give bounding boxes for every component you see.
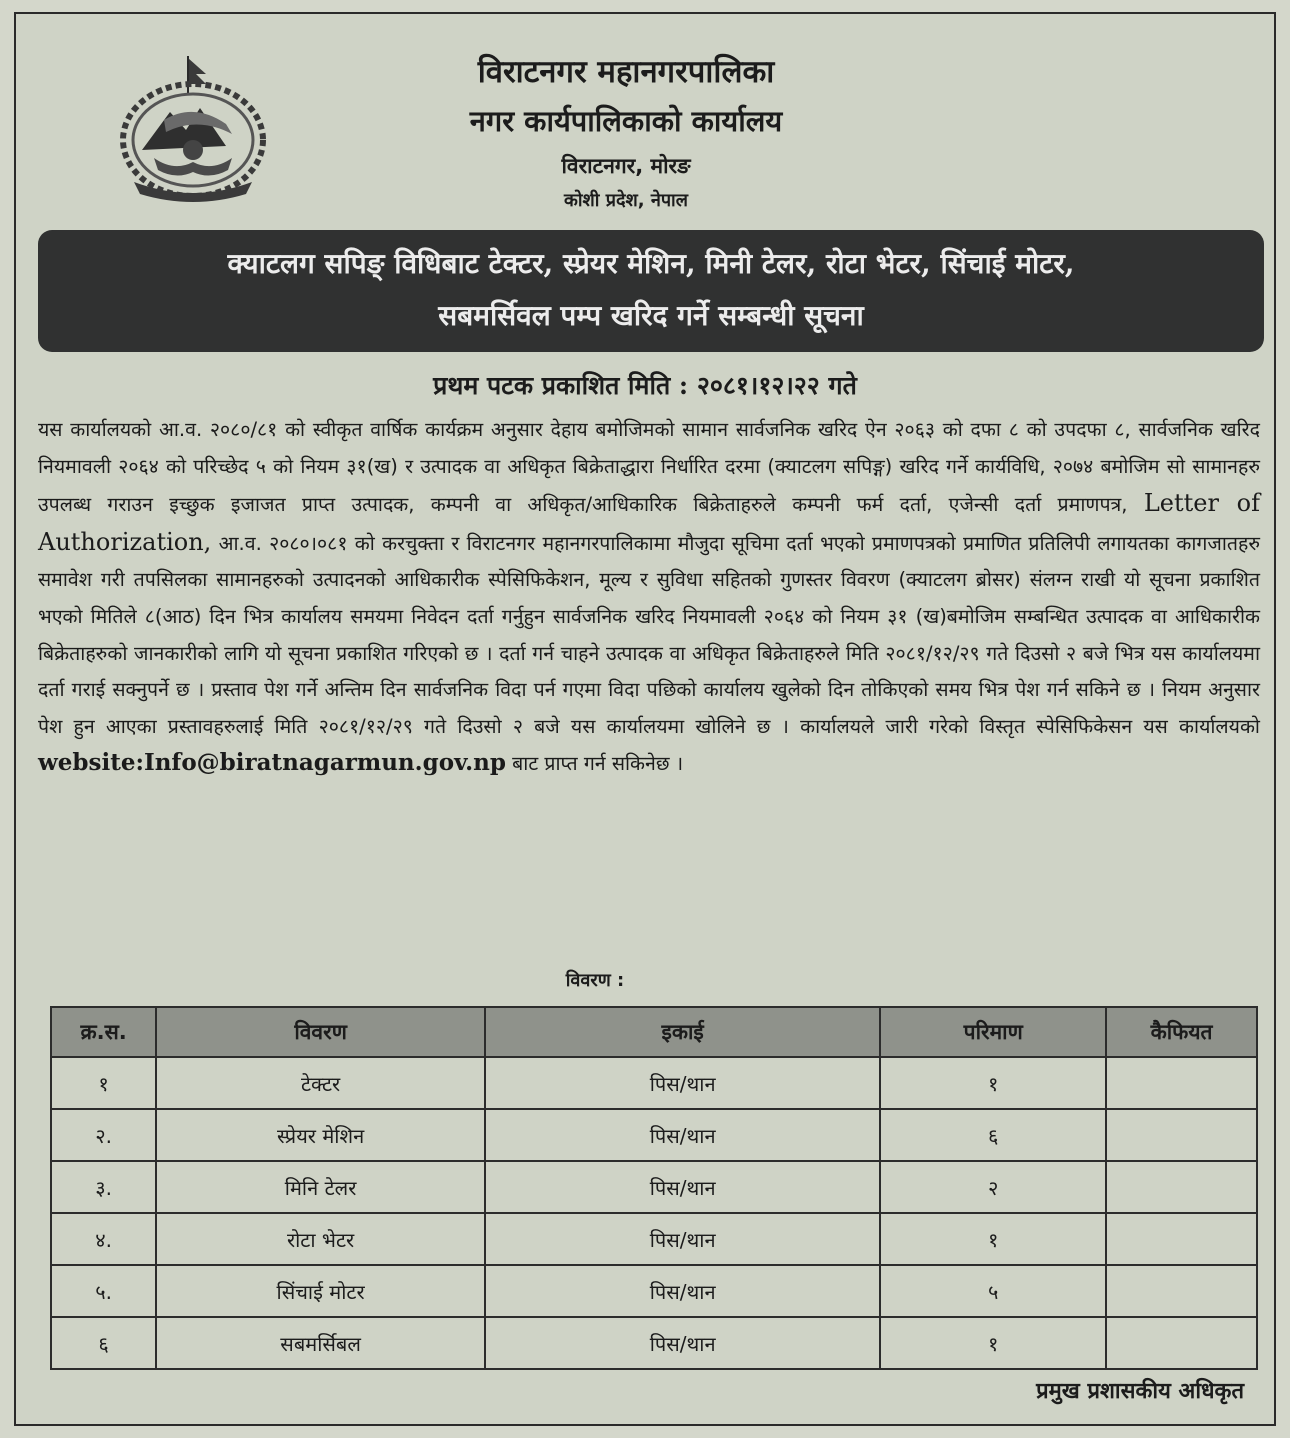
cell-remarks — [1106, 1317, 1257, 1369]
cell-unit: पिस/थान — [485, 1057, 880, 1109]
cell-serial: ३. — [51, 1161, 156, 1213]
cell-serial: ६ — [51, 1317, 156, 1369]
nepal-emblem-icon — [114, 54, 272, 204]
notice-body-part3: बाट प्राप्त गर्न सकिनेछ । — [512, 752, 684, 776]
cell-serial: ५. — [51, 1265, 156, 1317]
cell-remarks — [1106, 1213, 1257, 1265]
letter-of-authorization-text: Letter of Authorization, — [38, 489, 1260, 556]
notice-header — [26, 22, 1264, 228]
items-table — [50, 1006, 1258, 1370]
cell-unit: पिस/थान — [485, 1213, 880, 1265]
signature-title: प्रमुख प्रशासकीय अधिकृत — [1036, 1379, 1244, 1404]
cell-quantity: ५ — [880, 1265, 1106, 1317]
details-label: विवरण : — [565, 970, 625, 991]
notice-body — [38, 412, 1260, 783]
notice-body-part2: आ.व. २०८०।०८१ को करचुक्ता र विराटनगर महानगरपालिकामा मौजुदा सूचिमा दर्ता भएको प्रमाणपत्रको प्रमाणित प्रतिलिपी लगायतका कागजातहरु समावेश गरी तपसिलका सामानहरुको उत्पादनको आधिकारीक स्पेसिफिकेशन, मूल्य र सुविधा सहितको गुणस्तर विवरण (क्याटलग ब्रोसर) संलग्न राखी यो सूचना प्रकाशित भएको मितिले ८(आठ) दिन भित्र कार्यालय समयमा निवेदन दर्ता गर्नुहुन सार्वजनिक खरिद नियमावली २०६४ को नियम ३१ (ख)बमोजिम सम्बन्धित उत्पादक वा आधिकारीक बिक्रेताहरुको जानकारीको लागि यो सूचना प्रकाशित गरिएको छ । दर्ता गर्न चाहने उत्पादक वा अधिकृत बिक्रेताहरुले मिति २०८१/१२/२९ गते दिउसो २ बजे भित्र यस कार्यालयमा दर्ता गराई सक्नुपर्ने छ । प्रस्ताव पेश गर्ने अन्तिम दिन सार्वजनिक विदा पर्न गएमा विदा पछिको कार्यालय खुलेको दिन तोकिएको समय भित्र पेश गर्न सकिने छ । नियम अनुसार पेश हुन आएका प्रस्तावहरुलाई मिति २०८१/१२/२९ गते दिउसो २ बजे यस कार्यालयमा खोलिने छ । कार्यालयले जारी गरेको विस्तृत स्पेसिफिकेसन यस कार्यालयको — [38, 531, 1261, 738]
cell-description: सबमर्सिबल — [156, 1317, 485, 1369]
header-remarks: कैफियत — [1106, 1007, 1257, 1057]
cell-remarks — [1106, 1109, 1257, 1161]
table-row — [51, 1109, 1257, 1161]
header-serial: क्र.स. — [51, 1007, 156, 1057]
org-title-block — [366, 48, 886, 216]
publish-date: प्रथम पटक प्रकाशित मिति : २०८१।१२।२२ गते — [433, 371, 857, 400]
cell-serial: ४. — [51, 1213, 156, 1265]
cell-description: रोटा भेटर — [156, 1213, 485, 1265]
cell-quantity: २ — [880, 1161, 1106, 1213]
table-row — [51, 1161, 1257, 1213]
table-header-row — [51, 1007, 1257, 1057]
cell-quantity: १ — [880, 1213, 1106, 1265]
cell-serial: १ — [51, 1057, 156, 1109]
table-row — [51, 1057, 1257, 1109]
header-unit: इकाई — [485, 1007, 880, 1057]
table-row — [51, 1265, 1257, 1317]
cell-description: सिंचाई मोटर — [156, 1265, 485, 1317]
cell-quantity: १ — [880, 1317, 1106, 1369]
cell-remarks — [1106, 1057, 1257, 1109]
header-quantity: परिमाण — [880, 1007, 1106, 1057]
website-link[interactable]: website:Info@biratnagarmun.gov.np — [38, 749, 506, 777]
table-row — [51, 1317, 1257, 1369]
notice-page — [14, 12, 1276, 1426]
table-row — [51, 1213, 1257, 1265]
cell-unit: पिस/थान — [485, 1265, 880, 1317]
header-description: विवरण — [156, 1007, 485, 1057]
org-name: विराटनगर महानगरपालिका — [477, 54, 775, 90]
cell-description: टेक्टर — [156, 1057, 485, 1109]
cell-quantity: १ — [880, 1057, 1106, 1109]
notice-title-line2: सबमर्सिवल पम्प खरिद गर्ने सम्बन्धी सूचना — [438, 299, 864, 332]
office-name: नगर कार्यपालिकाको कार्यालय — [469, 104, 783, 138]
cell-description: मिनि टेलर — [156, 1161, 485, 1213]
cell-quantity: ६ — [880, 1109, 1106, 1161]
notice-body-part1: यस कार्यालयको आ.व. २०८०/८१ को स्वीकृत वार्षिक कार्यक्रम अनुसार देहाय बमोजिमको सामान सार्वजनिक खरिद ऐन २०६३ को दफा ८ को उपदफा ८, सार्वजनिक खरिद नियमावली २०६४ को परिच्छेद ५ को नियम ३१(ख) र उत्पादक वा अधिकृत बिक्रेताद्धारा निर्धारित दरमा (क्याटलग सपिङ्ग) खरिद गर्ने कार्यविधि, २०७४ बमोजिम सो सामानहरु उपलब्ध गराउन इच्छुक इजाजत प्राप्त उत्पादक, कम्पनी वा अधिकृत/आधिकारिक बिक्रेताहरुले कम्पनी फर्म दर्ता, एजेन्सी दर्ता प्रमाणपत्र, — [38, 418, 1260, 517]
cell-unit: पिस/थान — [485, 1317, 880, 1369]
office-location: विराटनगर, मोरङ — [561, 154, 691, 178]
cell-unit: पिस/थान — [485, 1109, 880, 1161]
cell-description: स्प्रेयर मेशिन — [156, 1109, 485, 1161]
cell-remarks — [1106, 1161, 1257, 1213]
notice-title-banner — [38, 230, 1264, 352]
cell-remarks — [1106, 1265, 1257, 1317]
cell-unit: पिस/थान — [485, 1161, 880, 1213]
office-province: कोशी प्रदेश, नेपाल — [564, 190, 688, 211]
cell-serial: २. — [51, 1109, 156, 1161]
notice-title-line1: क्याटलग सपिङ् विधिबाट टेक्टर, स्प्रेयर मेशिन, मिनी टेलर, रोटा भेटर, सिंचाई मोटर, — [227, 247, 1075, 280]
notice-content — [26, 22, 1264, 1416]
